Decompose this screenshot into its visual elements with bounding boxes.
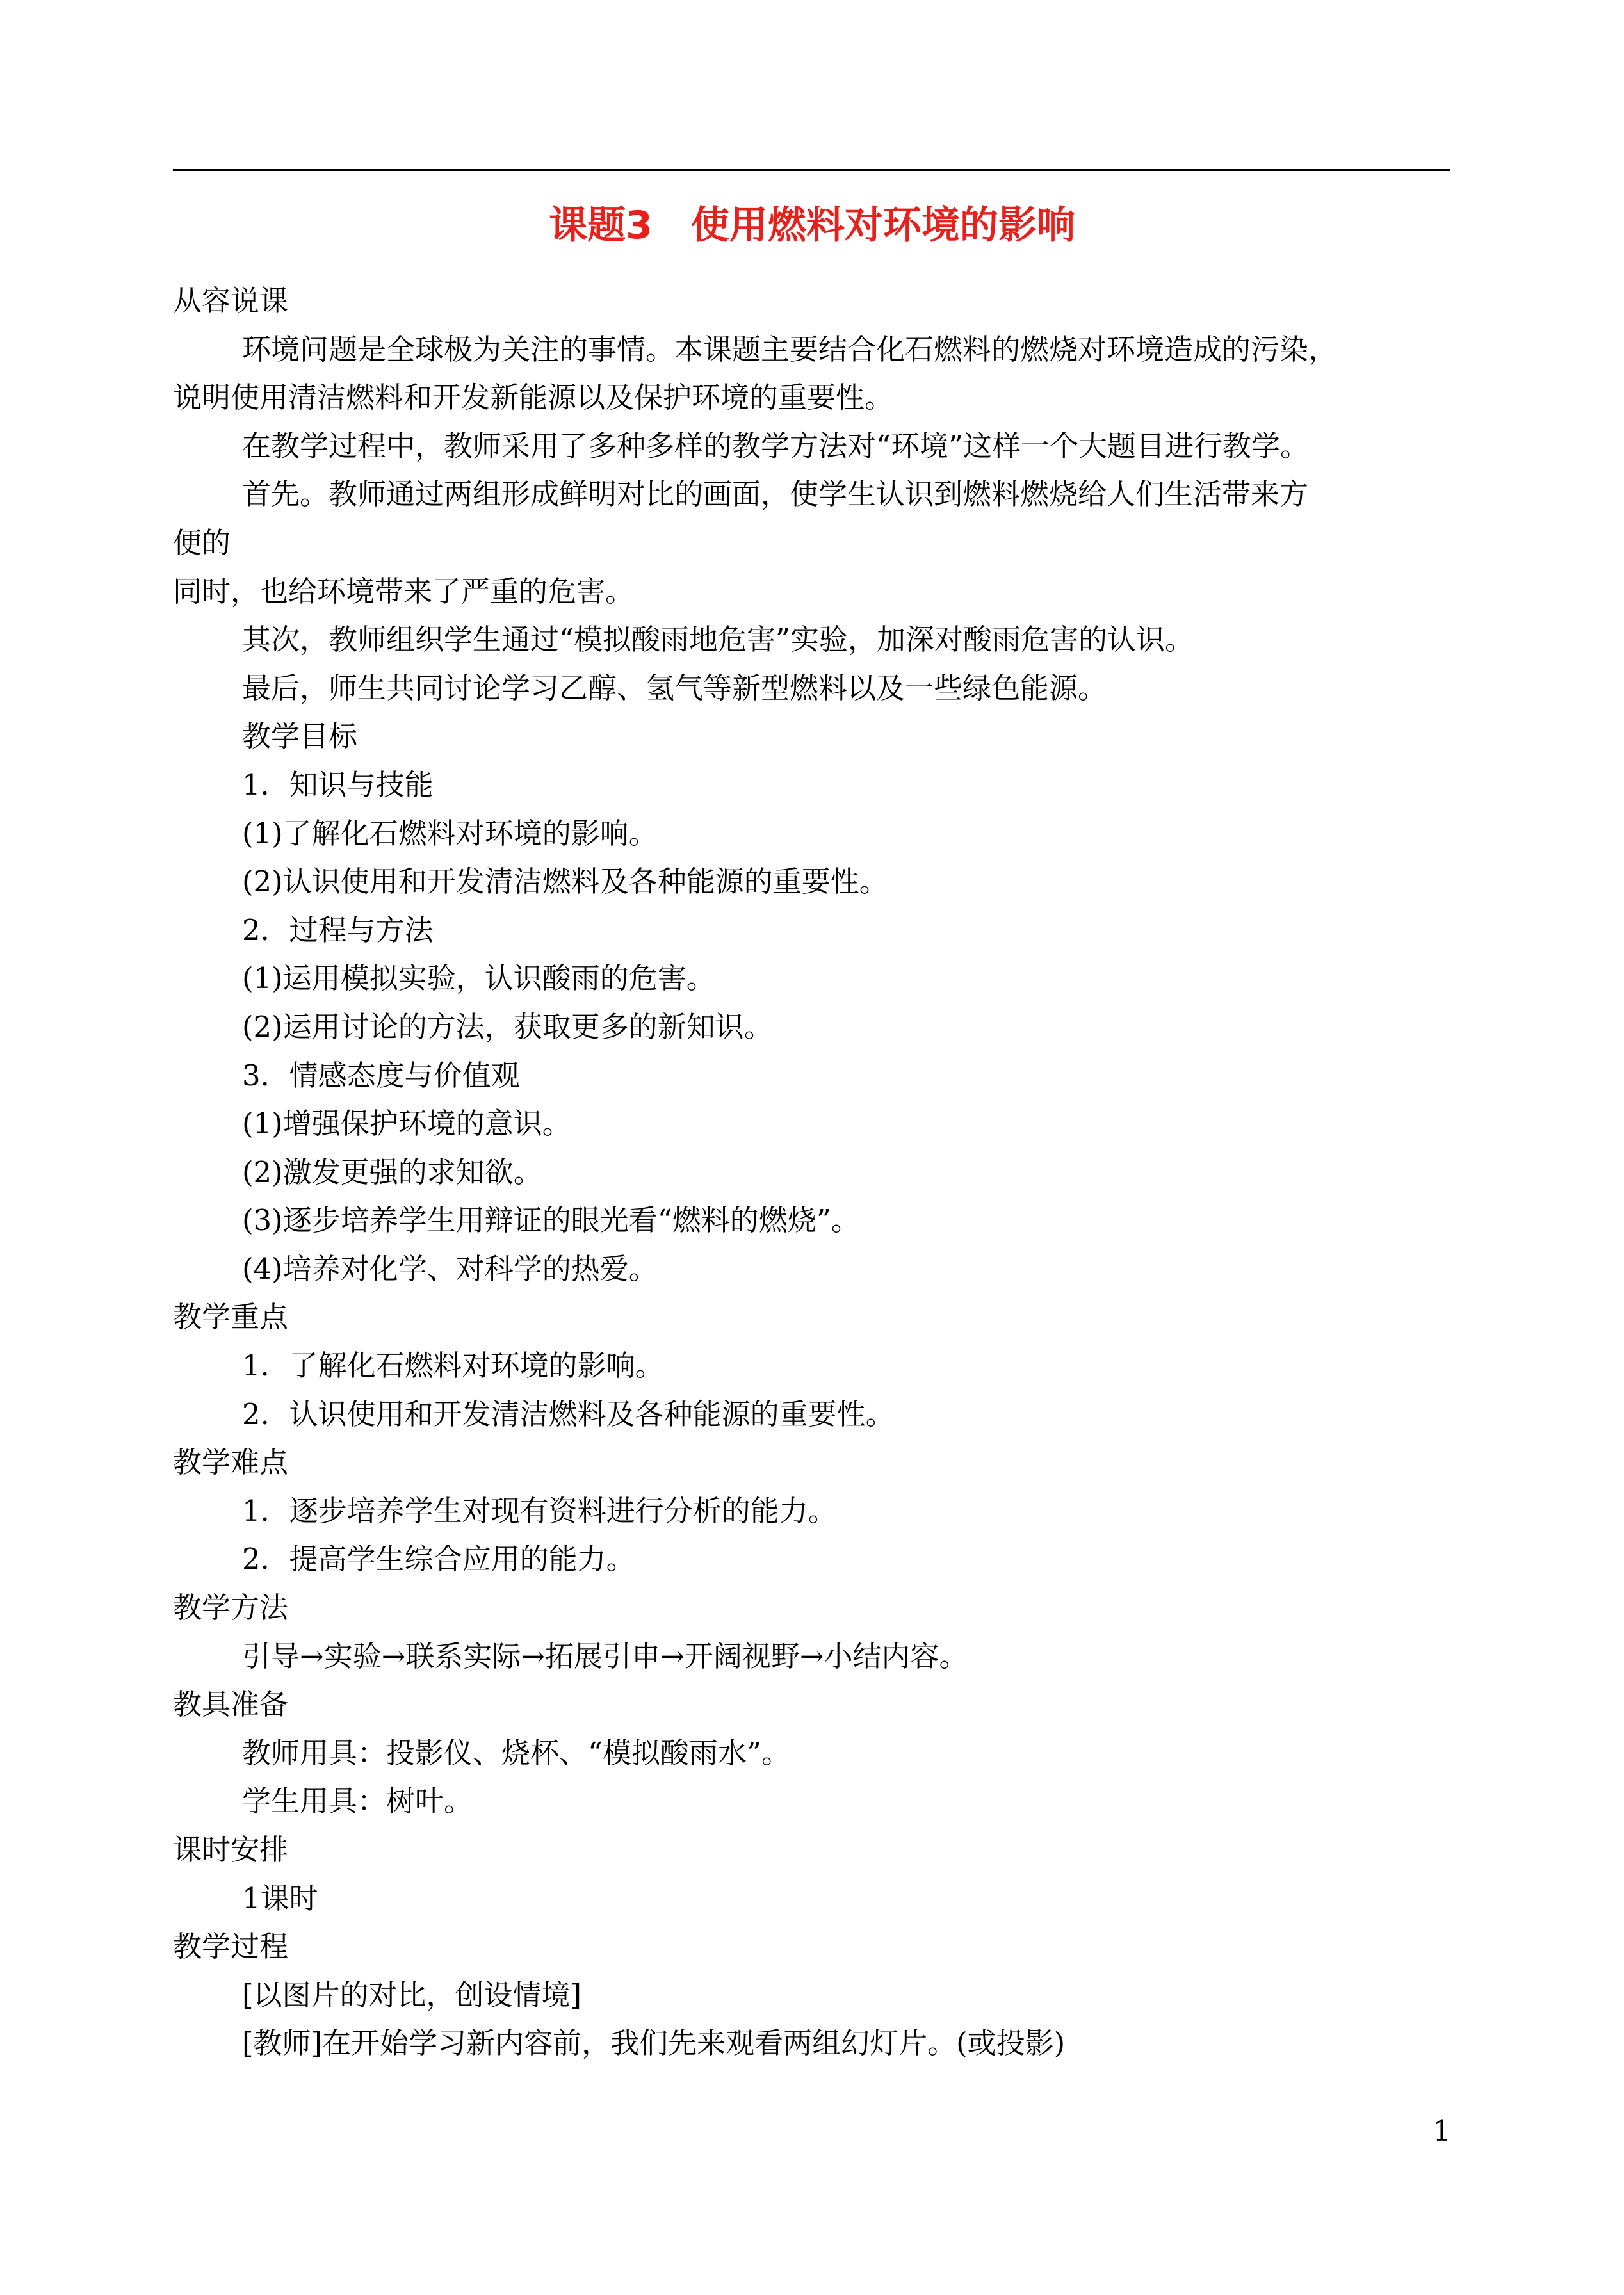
document-line: 学生用具：树叶。: [242, 1784, 473, 1819]
document-line: 1．逐步培养学生对现有资料进行分析的能力。: [242, 1493, 837, 1528]
document-line: 1．知识与技能: [242, 767, 434, 802]
document-line: 教学重点: [173, 1300, 289, 1334]
document-line: 环境问题是全球极为关注的事情。本课题主要结合化石燃料的燃烧对环境造成的污染，: [242, 332, 1338, 366]
document-line: (3)逐步培养学生用辩证的眼光看“燃料的燃烧”。: [242, 1203, 860, 1238]
document-line: (2)认识使用和开发清洁燃料及各种能源的重要性。: [242, 864, 888, 899]
document-line: (1)增强保护环境的意识。: [242, 1107, 571, 1141]
document-line: 3．情感态度与价值观: [242, 1058, 520, 1092]
document-line: 最后，师生共同讨论学习乙醇、氢气等新型燃料以及一些绿色能源。: [242, 670, 1107, 705]
document-line: 2．认识使用和开发清洁燃料及各种能源的重要性。: [242, 1397, 895, 1431]
page-number: 1: [1433, 2114, 1451, 2148]
document-line: 教学方法: [173, 1591, 289, 1625]
document-line: 教具准备: [173, 1687, 289, 1722]
document-title: 课题3 使用燃料对环境的影响: [549, 203, 1075, 248]
document-line: 便的: [173, 525, 231, 560]
document-line: (2)激发更强的求知欲。: [242, 1155, 542, 1189]
document-line: 首先。教师通过两组形成鲜明对比的画面，使学生认识到燃料燃烧给人们生活带来方: [242, 477, 1309, 512]
document-line: (1)运用模拟实验，认识酸雨的危害。: [242, 961, 715, 996]
document-line: 1课时: [242, 1881, 318, 1915]
document-line: 教师用具：投影仪、烧杯、“模拟酸雨水”。: [242, 1735, 791, 1770]
document-line: 在教学过程中，教师采用了多种多样的教学方法对“环境”这样一个大题目进行教学。: [242, 428, 1310, 463]
document-body: [173, 277, 1460, 2068]
document-line: [教师]在开始学习新内容前，我们先来观看两组幻灯片。(或投影): [242, 2026, 1066, 2061]
document-line: 教学过程: [173, 1929, 289, 1964]
document-line: 同时，也给环境带来了严重的危害。: [173, 574, 635, 608]
document-line: 教学难点: [173, 1445, 289, 1480]
document-line: [以图片的对比，创设情境]: [242, 1977, 582, 2012]
document-line: 从容说课: [173, 284, 289, 318]
document-line: (2)运用讨论的方法，获取更多的新知识。: [242, 1009, 773, 1044]
document-line: (1)了解化石燃料对环境的影响。: [242, 816, 658, 850]
document-line: (4)培养对化学、对科学的热爱。: [242, 1251, 658, 1286]
document-line: 说明使用清洁燃料和开发新能源以及保护环境的重要性。: [173, 380, 894, 415]
document-line: 引导→实验→联系实际→拓展引申→开阔视野→小结内容。: [242, 1639, 968, 1673]
document-line: 2．过程与方法: [242, 912, 434, 947]
header-rule: [173, 169, 1450, 171]
document-line: 其次，教师组织学生通过“模拟酸雨地危害”实验，加深对酸雨危害的认识。: [242, 622, 1194, 657]
document-line: 教学目标: [242, 719, 358, 754]
document-line: 2．提高学生综合应用的能力。: [242, 1542, 635, 1577]
document-line: 1．了解化石燃料对环境的影响。: [242, 1349, 664, 1383]
document-line: 课时安排: [173, 1833, 289, 1867]
